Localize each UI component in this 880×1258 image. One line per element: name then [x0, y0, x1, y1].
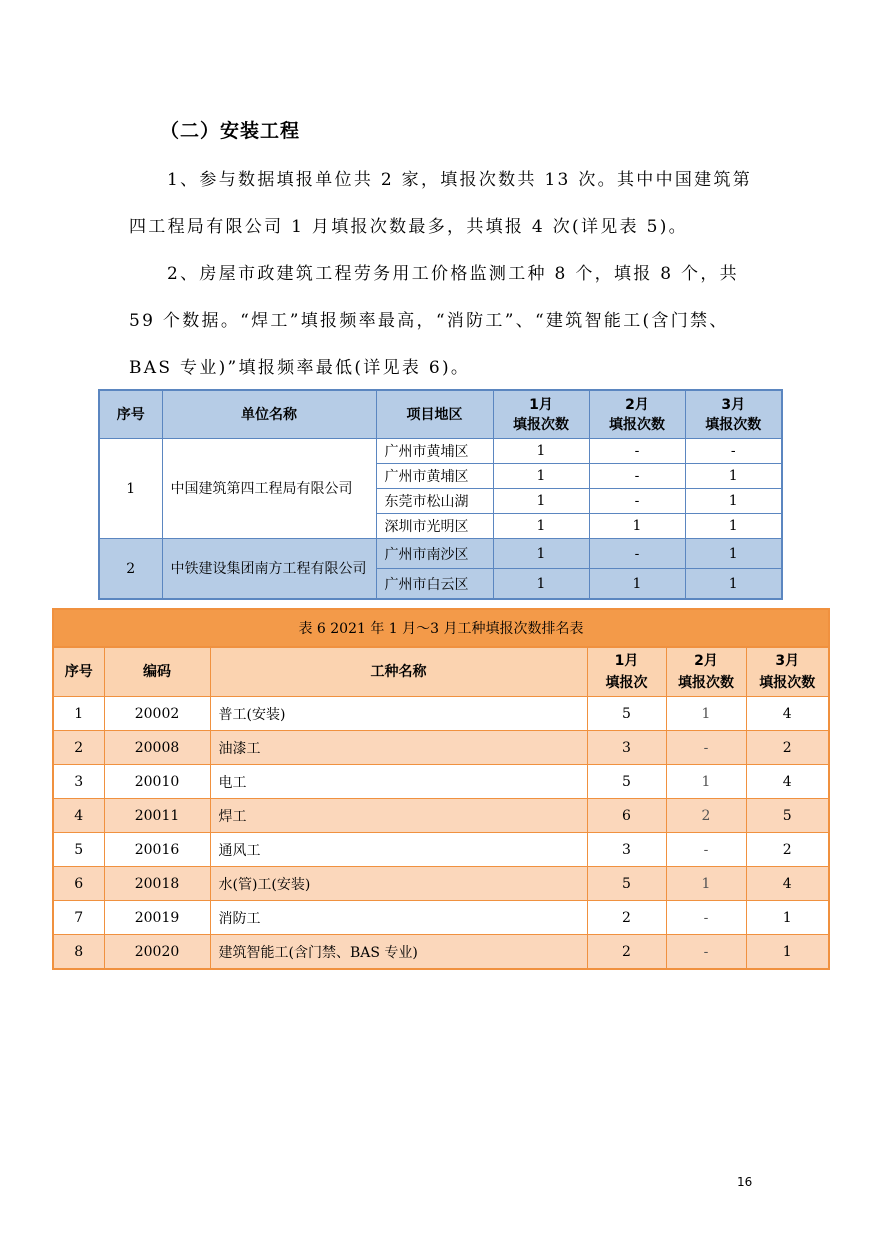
table5-m3-cell: 1 — [685, 514, 782, 539]
table5-m1-cell: 1 — [493, 439, 589, 464]
table6-seq-cell: 2 — [53, 731, 104, 765]
table5-header-seq: 序号 — [99, 390, 162, 439]
table6-seq-cell: 6 — [53, 867, 104, 901]
table5-seq-cell: 1 — [99, 439, 162, 539]
table-row — [99, 439, 782, 464]
table6-seq-cell: 5 — [53, 833, 104, 867]
table6-code-cell: 20002 — [104, 697, 210, 731]
table6-code-cell: 20008 — [104, 731, 210, 765]
month-label: 3月 — [721, 396, 746, 413]
table5-m2-cell: 1 — [589, 514, 685, 539]
table6-header-code: 编码 — [104, 647, 210, 697]
table6-code-cell: 20018 — [104, 867, 210, 901]
table6-m2-cell: - — [666, 901, 746, 935]
table6-m2-cell: 1 — [666, 765, 746, 799]
table5-area-cell: 广州市黄埔区 — [376, 439, 493, 464]
table5-m1-cell: 1 — [493, 514, 589, 539]
table5-m1-cell: 1 — [493, 569, 589, 600]
table6-m2-cell: - — [666, 833, 746, 867]
table6-m1-cell: 5 — [587, 867, 666, 901]
table5-m2-cell: - — [589, 489, 685, 514]
paragraph-participation — [129, 157, 755, 251]
table5-header-month2 — [589, 390, 685, 439]
table-row — [99, 539, 782, 569]
month-label: 1月 — [614, 653, 639, 669]
table5-area-cell: 广州市白云区 — [376, 569, 493, 600]
table6-m3-cell: 1 — [746, 901, 829, 935]
table-row — [53, 697, 829, 731]
table6-header-month1 — [587, 647, 666, 697]
table5-area-cell: 广州市南沙区 — [376, 539, 493, 569]
table5-m2-cell: - — [589, 539, 685, 569]
table5-header-month3 — [685, 390, 782, 439]
table-row — [53, 765, 829, 799]
table6-seq-cell: 1 — [53, 697, 104, 731]
table5-m2-cell: - — [589, 464, 685, 489]
table-5-units — [98, 389, 783, 600]
count-label: 填报次数 — [513, 416, 569, 433]
table5-m1-cell: 1 — [493, 489, 589, 514]
count-label: 填报次数 — [678, 675, 734, 691]
table6-m3-cell: 2 — [746, 833, 829, 867]
table6-code-cell: 20011 — [104, 799, 210, 833]
table-row — [53, 833, 829, 867]
table6-m1-cell: 3 — [587, 833, 666, 867]
table6-caption-row — [53, 609, 829, 647]
table6-name-cell: 电工 — [210, 765, 587, 799]
table6-m1-cell: 6 — [587, 799, 666, 833]
table5-area-cell: 广州市黄埔区 — [376, 464, 493, 489]
table6-m1-cell: 5 — [587, 697, 666, 731]
table5-seq-cell: 2 — [99, 539, 162, 600]
month-label: 2月 — [694, 653, 718, 669]
table5-m3-cell: 1 — [685, 569, 782, 600]
table5-header-unit: 单位名称 — [162, 390, 376, 439]
table6-name-cell: 水(管)工(安装) — [210, 867, 587, 901]
table5-unit-cell: 中铁建设集团南方工程有限公司 — [162, 539, 376, 600]
table6-code-cell: 20016 — [104, 833, 210, 867]
month-label: 2月 — [625, 396, 649, 413]
table5-header-month1 — [493, 390, 589, 439]
table6-seq-cell: 3 — [53, 765, 104, 799]
table5-area-cell: 东莞市松山湖 — [376, 489, 493, 514]
table6-seq-cell: 8 — [53, 935, 104, 970]
table6-seq-cell: 4 — [53, 799, 104, 833]
month-label: 1月 — [529, 396, 553, 413]
table-row — [53, 867, 829, 901]
section-heading: （二）安装工程 — [160, 120, 301, 142]
table6-m3-cell: 4 — [746, 867, 829, 901]
table6-m3-cell: 5 — [746, 799, 829, 833]
table6-header-row — [53, 647, 829, 697]
table5-header-area: 项目地区 — [376, 390, 493, 439]
table6-name-cell: 普工(安装) — [210, 697, 587, 731]
table6-code-cell: 20019 — [104, 901, 210, 935]
paragraph-1-text: 1、参与数据填报单位共 2 家，填报次数共 13 次。其中中国建筑第四工程局有限公司 1 月填报次数最多，共填报 4 次(详见表 5)。 — [129, 170, 753, 237]
table6-seq-cell: 7 — [53, 901, 104, 935]
table6-m3-cell: 4 — [746, 697, 829, 731]
table-row — [53, 799, 829, 833]
table6-m2-cell: - — [666, 731, 746, 765]
count-label: 填报次数 — [609, 416, 665, 433]
table5-area-cell: 深圳市光明区 — [376, 514, 493, 539]
table-6-work-types — [52, 608, 830, 970]
table6-code-cell: 20020 — [104, 935, 210, 970]
table6-m3-cell: 1 — [746, 935, 829, 970]
table5-m2-cell: 1 — [589, 569, 685, 600]
month-label: 3月 — [775, 653, 800, 669]
table6-name-cell: 通风工 — [210, 833, 587, 867]
table6-caption: 表 6 2021 年 1 月～3 月工种填报次数排名表 — [53, 609, 829, 647]
table6-m2-cell: 2 — [666, 799, 746, 833]
table6-m1-cell: 2 — [587, 901, 666, 935]
table6-m2-cell: 1 — [666, 697, 746, 731]
table5-m3-cell: 1 — [685, 539, 782, 569]
table5-m1-cell: 1 — [493, 539, 589, 569]
table5-header-row — [99, 390, 782, 439]
table-row — [53, 731, 829, 765]
table5-m3-cell: 1 — [685, 464, 782, 489]
table6-header-seq: 序号 — [53, 647, 104, 697]
table6-name-cell: 建筑智能工(含门禁、BAS 专业) — [210, 935, 587, 970]
table-row — [53, 935, 829, 970]
table6-m1-cell: 2 — [587, 935, 666, 970]
table6-header-name: 工种名称 — [210, 647, 587, 697]
table6-m3-cell: 4 — [746, 765, 829, 799]
count-label: 填报次 — [605, 675, 648, 691]
table6-m2-cell: - — [666, 935, 746, 970]
table5-m1-cell: 1 — [493, 464, 589, 489]
table6-code-cell: 20010 — [104, 765, 210, 799]
table5-m3-cell: - — [685, 439, 782, 464]
paragraph-work-types — [129, 251, 755, 392]
table6-m3-cell: 2 — [746, 731, 829, 765]
count-label: 填报次数 — [705, 416, 762, 433]
page-number: 16 — [737, 1175, 753, 1189]
table-row — [53, 901, 829, 935]
table6-header-month2 — [666, 647, 746, 697]
table5-unit-cell: 中国建筑第四工程局有限公司 — [162, 439, 376, 539]
table6-name-cell: 焊工 — [210, 799, 587, 833]
table6-name-cell: 油漆工 — [210, 731, 587, 765]
paragraph-2-text: 2、房屋市政建筑工程劳务用工价格监测工种 8 个，填报 8 个，共 59 个数据。“焊工”填报频率最高，“消防工”、“建筑智能工(含门禁、BAS 专业)”填报频率最低(详见表 6)。 — [129, 264, 739, 378]
table5-m3-cell: 1 — [685, 489, 782, 514]
table5-m2-cell: - — [589, 439, 685, 464]
count-label: 填报次数 — [759, 675, 816, 691]
table6-m2-cell: 1 — [666, 867, 746, 901]
table6-header-month3 — [746, 647, 829, 697]
table6-m1-cell: 3 — [587, 731, 666, 765]
table6-m1-cell: 5 — [587, 765, 666, 799]
table6-name-cell: 消防工 — [210, 901, 587, 935]
